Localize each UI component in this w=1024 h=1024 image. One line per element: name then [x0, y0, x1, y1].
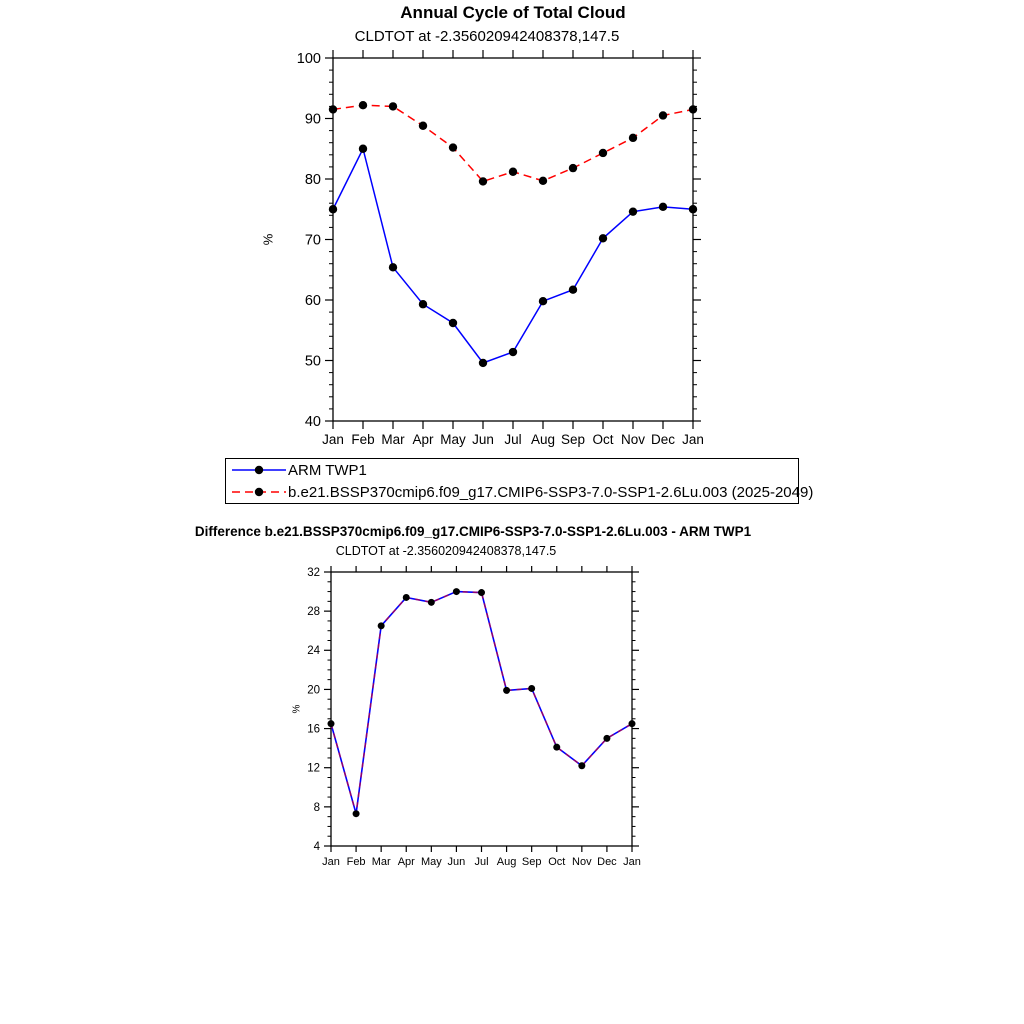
y-tick-label: 70: [304, 232, 321, 249]
data-point-marker: [478, 589, 485, 596]
data-point-marker: [599, 234, 607, 242]
data-point-marker: [453, 588, 460, 595]
chart2-plot: [258, 563, 684, 878]
data-point-marker: [553, 744, 560, 751]
y-axis-label: %: [260, 233, 276, 246]
y-tick-label: 24: [307, 645, 320, 658]
data-point-marker: [378, 622, 385, 629]
y-axis-label: %: [291, 704, 303, 714]
x-tick-label: Sep: [521, 856, 542, 868]
data-point-marker: [449, 319, 457, 327]
x-tick-label: Mar: [381, 432, 405, 447]
data-point-marker: [528, 685, 535, 692]
data-point-marker: [428, 599, 435, 606]
legend-box: [225, 458, 814, 504]
plot-frame: [333, 58, 693, 421]
data-point-marker: [689, 205, 697, 213]
data-point-marker: [329, 205, 337, 213]
data-point-marker: [359, 145, 367, 153]
data-point-marker: [449, 143, 457, 151]
y-tick-label: 60: [304, 292, 321, 309]
y-tick-label: 32: [307, 566, 320, 579]
chart1-plot: [248, 42, 724, 458]
legend-label-model: b.e21.BSSP370cmip6.f09_g17.CMIP6-SSP3-7.0-SSP1-2.6Lu.003 (2025-2049): [288, 483, 814, 501]
x-tick-label: Feb: [346, 856, 366, 868]
y-tick-label: 80: [304, 171, 321, 188]
x-tick-label: Oct: [592, 432, 614, 447]
series-line-overlay: [331, 592, 632, 814]
plot-frame: [331, 572, 632, 846]
x-tick-label: Jun: [472, 432, 494, 447]
x-tick-label: Dec: [650, 432, 676, 447]
x-tick-label: Jun: [447, 856, 466, 868]
data-point-marker: [659, 203, 667, 211]
y-tick-label: 40: [304, 413, 321, 430]
data-point-marker: [479, 177, 487, 185]
y-tick-label: 50: [304, 353, 321, 370]
data-point-marker: [629, 720, 636, 727]
x-tick-label: Jul: [504, 432, 522, 447]
data-point-marker: [389, 263, 397, 271]
x-tick-label: Jan: [623, 856, 641, 868]
legend-item-obs: [230, 459, 798, 481]
x-tick-label: Jan: [322, 432, 344, 447]
data-point-marker: [539, 177, 547, 185]
data-point-marker: [689, 105, 697, 113]
x-tick-label: Dec: [597, 856, 617, 868]
chart2-subtitle: CLDTOT at -2.356020942408378,147.5: [335, 544, 557, 558]
x-tick-label: Nov: [572, 856, 592, 868]
data-point-marker: [353, 810, 360, 817]
y-tick-label: 100: [296, 50, 321, 67]
y-tick-label: 16: [307, 723, 320, 736]
legend-blue-line-sample-icon: [230, 464, 288, 476]
x-tick-label: May: [440, 432, 466, 447]
x-tick-label: Apr: [412, 432, 434, 447]
data-point-marker: [479, 359, 487, 367]
x-tick-label: Feb: [351, 432, 375, 447]
data-point-marker: [329, 105, 337, 113]
data-point-marker: [419, 300, 427, 308]
data-point-marker: [403, 594, 410, 601]
data-point-marker: [569, 286, 577, 294]
y-tick-label: 28: [307, 606, 320, 619]
data-point-marker: [509, 348, 517, 356]
x-tick-label: Jan: [322, 856, 340, 868]
data-point-marker: [509, 168, 517, 176]
y-tick-label: 8: [313, 801, 320, 814]
data-point-marker: [569, 164, 577, 172]
data-point-marker: [328, 720, 335, 727]
x-tick-label: Apr: [397, 856, 415, 868]
data-point-marker: [539, 297, 547, 305]
legend-item-model: [230, 481, 814, 503]
series-line: [331, 592, 632, 814]
x-tick-label: Aug: [496, 856, 517, 868]
y-tick-label: 4: [313, 840, 320, 853]
x-tick-label: Nov: [620, 432, 646, 447]
data-point-marker: [603, 735, 610, 742]
chart1-subtitle: CLDTOT at -2.356020942408378,147.5: [354, 28, 620, 45]
data-point-marker: [389, 102, 397, 110]
data-point-marker: [629, 207, 637, 215]
x-tick-label: Mar: [371, 856, 391, 868]
legend-label-obs: ARM TWP1: [288, 461, 367, 479]
data-point-marker: [503, 687, 510, 694]
data-point-marker: [659, 111, 667, 119]
data-point-marker: [629, 134, 637, 142]
chart2-title: Difference b.e21.BSSP370cmip6.f09_g17.CMIP6-SSP3-7.0-SSP1-2.6Lu.003 - ARM TWP1: [194, 524, 752, 539]
data-point-marker: [599, 149, 607, 157]
data-point-marker: [359, 101, 367, 109]
series-line: [333, 149, 693, 363]
x-tick-label: May: [420, 856, 442, 868]
y-tick-label: 20: [307, 684, 320, 697]
x-tick-label: Aug: [530, 432, 556, 447]
y-tick-label: 12: [307, 762, 320, 775]
y-tick-label: 90: [304, 111, 321, 128]
x-tick-label: Sep: [560, 432, 586, 447]
x-tick-label: Oct: [548, 856, 566, 868]
chart1-title: Annual Cycle of Total Cloud: [400, 3, 626, 22]
data-point-marker: [578, 762, 585, 769]
x-tick-label: Jan: [682, 432, 704, 447]
legend-red-dashed-line-sample-icon: [230, 486, 288, 498]
data-point-marker: [419, 122, 427, 130]
x-tick-label: Jul: [474, 856, 489, 868]
